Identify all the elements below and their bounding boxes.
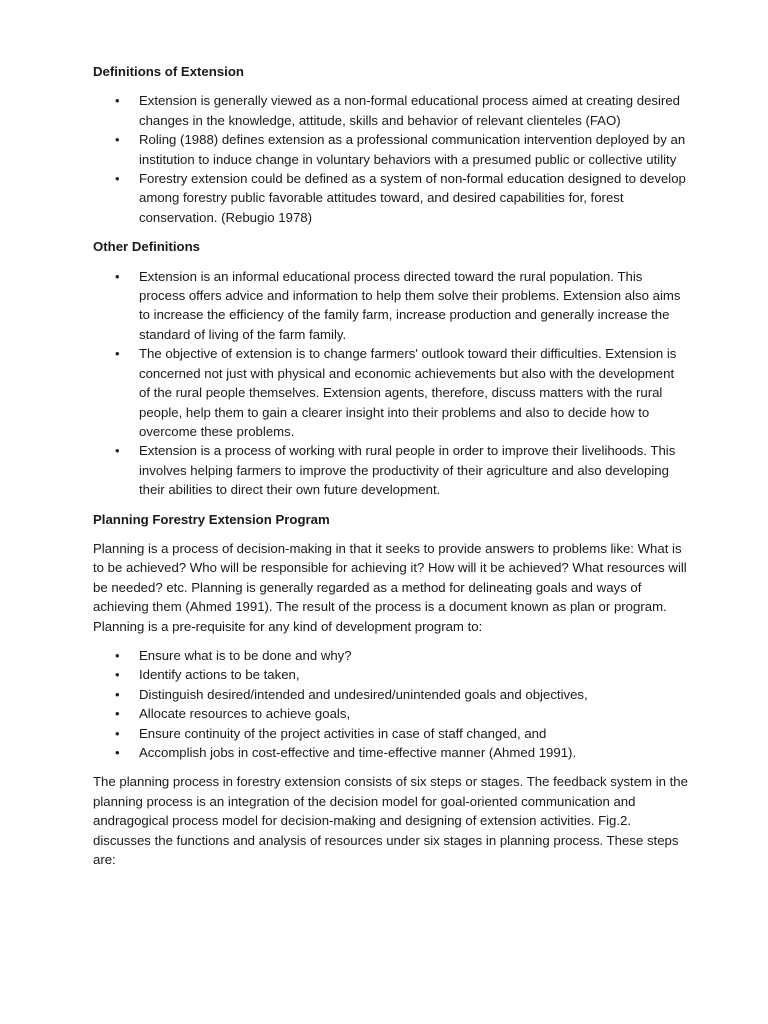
- list-item-text: Forestry extension could be defined as a system of non-formal education designed to develop among forestry public favorable attitudes toward, and desired capabilities for, forest conservation. (Rebugio 1978): [139, 171, 686, 225]
- planning-closing-paragraph: The planning process in forestry extension consists of six steps or stages. The feedback system in the planning process is an integration of the decision model for goal-oriented communication and andragogical process model for decision-making and designing of extension activities. Fig.2. discusses the functions and analysis of resources under six stages in planning process. These steps are:: [93, 774, 688, 868]
- bullet-icon: •: [115, 706, 120, 722]
- section-heading-planning: Planning Forestry Extension Program: [93, 511, 330, 527]
- list-item-text: Identify actions to be taken,: [139, 667, 300, 683]
- list-item-text: Distinguish desired/intended and undesired/unintended goals and objectives,: [139, 686, 588, 702]
- planning-purpose-list: [93, 646, 688, 762]
- bullet-icon: •: [115, 171, 120, 187]
- section-heading-definitions: Definitions of Extension: [93, 64, 244, 79]
- section-heading-other-definitions: Other Definitions: [93, 239, 200, 255]
- list-item-text: Ensure continuity of the project activities in case of staff changed, and: [139, 725, 547, 741]
- list-item: [93, 267, 688, 345]
- list-item-text: Allocate resources to achieve goals,: [139, 706, 351, 722]
- list-item: [93, 704, 688, 723]
- list-item-text: Roling (1988) defines extension as a professional communication intervention deployed by an institution to induce change in voluntary behaviors with a presumed public or collective utility: [139, 132, 686, 167]
- bullet-icon: •: [115, 346, 120, 362]
- list-item: [93, 685, 688, 704]
- bullet-icon: •: [115, 268, 120, 284]
- list-item-text: Accomplish jobs in cost-effective and time-effective manner (Ahmed 1991).: [139, 745, 577, 760]
- list-item-text: Extension is generally viewed as a non-formal educational process aimed at creating desired changes in the knowledge, attitude, skills and behavior of relevant clienteles (FAO): [139, 93, 680, 128]
- bullet-icon: •: [115, 443, 120, 459]
- bullet-icon: •: [115, 93, 120, 109]
- list-item: [93, 130, 688, 169]
- bullet-icon: •: [115, 745, 120, 760]
- list-item: [93, 441, 688, 499]
- list-item-text: Extension is a process of working with rural people in order to improve their livelihoods. This involves helping farmers to improve the productivity of their agriculture and also developing their abilities to direct their own future development.: [139, 443, 676, 498]
- list-item: [93, 665, 688, 684]
- list-item: [93, 743, 688, 762]
- list-item: [93, 169, 688, 227]
- other-definitions-list: [93, 267, 688, 500]
- list-item-text: The objective of extension is to change farmers' outlook toward their difficulties. Extension is concerned not just with physical and economic achievements but also with the development of the rural people themselves. Extension agents, therefore, discuss matters with the rural people, help them to gain a clearer insight into their problems and also to decide how to overcome these problems.: [139, 346, 677, 439]
- list-item: [93, 646, 688, 665]
- list-item-text: Extension is an informal educational process directed toward the rural population. This process offers advice and information to help them solve their problems. Extension also aims to increase the efficiency of the family farm, increase production and generally increase the standard of living of the farm family.: [139, 268, 681, 342]
- bullet-icon: •: [115, 725, 120, 741]
- bullet-icon: •: [115, 667, 120, 683]
- bullet-icon: •: [115, 647, 120, 663]
- list-item: [93, 91, 688, 130]
- planning-intro-paragraph: Planning is a process of decision-making in that it seeks to provide answers to problems like: What is to be achieved? Who will be responsible for achieving it? How will it be achieved? What resources will be needed? etc. Planning is generally regarded as a method for delineating goals and ways of achieving them (Ahmed 1991). The result of the process is a document known as plan or program. Planning is a pre-requisite for any kind of development program to:: [93, 540, 687, 634]
- list-item: [93, 724, 688, 743]
- bullet-icon: •: [115, 686, 120, 702]
- list-item-text: Ensure what is to be done and why?: [139, 647, 352, 663]
- bullet-icon: •: [115, 132, 120, 148]
- definitions-list: [93, 91, 688, 227]
- list-item: [93, 344, 688, 441]
